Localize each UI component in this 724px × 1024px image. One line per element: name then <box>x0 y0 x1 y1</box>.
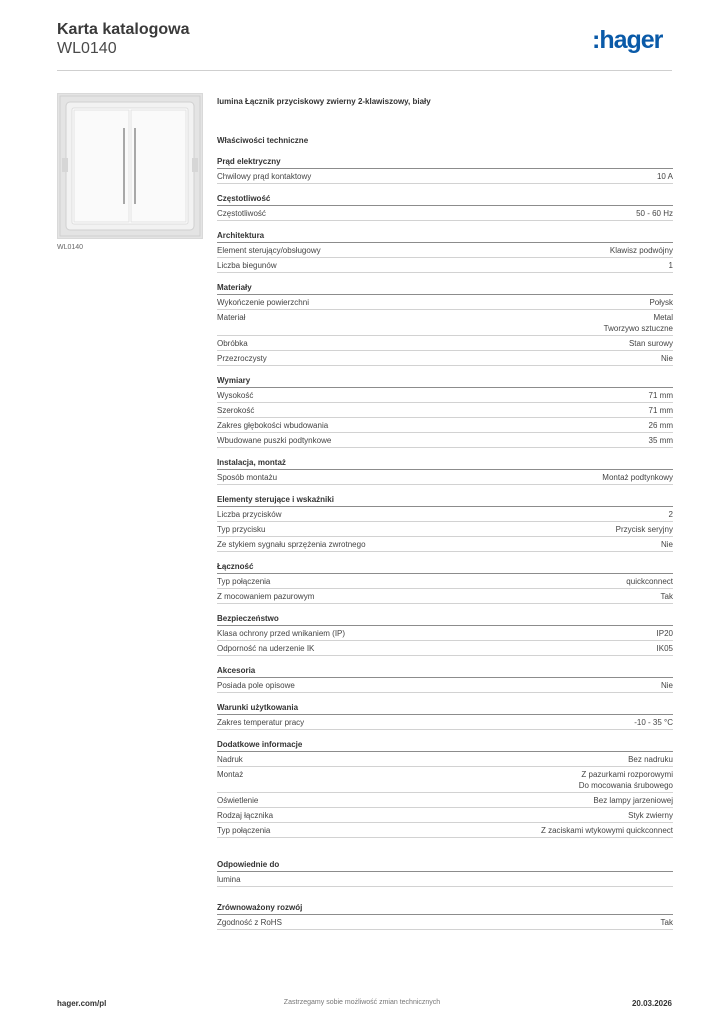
spec-row <box>217 537 673 552</box>
spec-value-line: Z pazurkami rozporowymi <box>581 770 673 779</box>
footer-date: 20.03.2026 <box>631 999 672 1008</box>
spec-value-line: Bez lampy jarzeniowej <box>593 796 673 805</box>
spec-row <box>217 388 673 403</box>
spec-value <box>649 297 673 308</box>
spec-label: Rodzaj łącznika <box>217 811 274 820</box>
spec-row <box>217 295 673 310</box>
spec-value-line: Stan surowy <box>628 339 673 348</box>
product-name: lumina Łącznik przyciskowy zwierny 2-klawiszowy, biały <box>217 97 431 106</box>
spec-value-line: Bez nadruku <box>628 755 673 764</box>
spec-label: Typ przycisku <box>217 525 266 534</box>
spec-value <box>579 769 673 791</box>
spec-row <box>217 626 673 641</box>
logo-text: :hager <box>592 26 663 54</box>
sustainability-title: Zrównoważony rozwój <box>217 893 673 915</box>
suitable-row <box>217 872 673 887</box>
spec-value-line: Montaż podtynkowy <box>602 473 673 482</box>
spec-row <box>217 574 673 589</box>
spec-row <box>217 403 673 418</box>
spec-row <box>217 433 673 448</box>
spec-value-line: Nie <box>660 540 673 549</box>
product-code: WL0140 <box>57 40 117 57</box>
spec-value <box>657 643 673 654</box>
spec-value-line: 71 mm <box>648 406 673 415</box>
spec-value-line: Nie <box>660 681 673 690</box>
spec-value-line: Metal <box>653 313 673 322</box>
spec-value <box>657 171 673 182</box>
spec-group-title: Łączność <box>217 552 673 574</box>
spec-label: Wysokość <box>217 391 254 400</box>
spec-row <box>217 418 673 433</box>
spec-value-line: Do mocowania śrubowego <box>578 781 673 790</box>
spec-label: Klasa ochrony przed wnikaniem (IP) <box>217 629 346 638</box>
spec-value <box>661 539 673 550</box>
spec-value <box>669 260 673 271</box>
spec-value <box>610 245 673 256</box>
spec-value <box>604 312 673 334</box>
sustainability-row <box>217 915 673 930</box>
spec-value <box>649 390 673 401</box>
product-image <box>57 93 203 239</box>
spec-value <box>669 509 673 520</box>
spec-value <box>628 810 673 821</box>
spec-group-title: Architektura <box>217 221 673 243</box>
image-caption: WL0140 <box>57 244 84 251</box>
spec-label: Sposób montażu <box>217 473 278 482</box>
spec-label: Element sterujący/obsługowy <box>217 246 321 255</box>
spec-label: Oświetlenie <box>217 796 259 805</box>
spec-group-title: Warunki użytkowania <box>217 693 673 715</box>
spec-row <box>217 793 673 808</box>
spec-row <box>217 258 673 273</box>
spec-label: Typ połączenia <box>217 577 271 586</box>
spec-row <box>217 351 673 366</box>
spec-label: Ze stykiem sygnału sprzężenia zwrotnego <box>217 540 366 549</box>
spec-value <box>626 576 673 587</box>
spec-label: Odporność na uderzenie IK <box>217 644 315 653</box>
spec-value <box>649 435 673 446</box>
spec-value-line: Klawisz podwójny <box>609 246 673 255</box>
spec-value <box>661 353 673 364</box>
spec-value <box>649 420 673 431</box>
spec-value-line: 2 <box>668 510 673 519</box>
spec-label: Obróbka <box>217 339 248 348</box>
spec-label: Liczba biegunów <box>217 261 277 270</box>
spec-label: Wbudowane puszki podtynkowe <box>217 436 332 445</box>
spec-value <box>661 680 673 691</box>
spec-group-title: Elementy sterujące i wskaźniki <box>217 485 673 507</box>
suitable-item: lumina <box>217 875 241 884</box>
spec-value-line: Przycisk seryjny <box>615 525 673 534</box>
spec-value-line: IK05 <box>656 644 673 653</box>
spec-row <box>217 715 673 730</box>
spec-value-line: Z zaciskami wtykowymi quickconnect <box>540 826 673 835</box>
spec-group-title: Instalacja, montaż <box>217 448 673 470</box>
spec-label: Typ połączenia <box>217 826 271 835</box>
spec-value-line: Nie <box>660 354 673 363</box>
spec-value-line: 71 mm <box>648 391 673 400</box>
spec-row <box>217 752 673 767</box>
spec-row <box>217 169 673 184</box>
spec-row <box>217 823 673 838</box>
spec-row <box>217 470 673 485</box>
spec-row <box>217 206 673 221</box>
spec-groups <box>217 147 673 838</box>
spec-value-line: 1 <box>668 261 673 270</box>
section-title: Właściwości techniczne <box>217 136 309 145</box>
spec-value <box>636 208 673 219</box>
spec-value <box>616 524 673 535</box>
spec-label: Chwilowy prąd kontaktowy <box>217 172 312 181</box>
spec-label: Zakres głębokości wbudowania <box>217 421 329 430</box>
spec-label: Posiada pole opisowe <box>217 681 295 690</box>
spec-value <box>634 717 673 728</box>
spec-label: Z mocowaniem pazurowym <box>217 592 315 601</box>
spec-label: Częstotliwość <box>217 209 266 218</box>
spec-group-title: Częstotliwość <box>217 184 673 206</box>
spec-row <box>217 522 673 537</box>
footer-website: hager.com/pl <box>57 999 107 1008</box>
spec-row <box>217 678 673 693</box>
spec-value-line: 35 mm <box>648 436 673 445</box>
spec-row <box>217 310 673 336</box>
spec-row <box>217 336 673 351</box>
spec-group-title: Bezpieczeństwo <box>217 604 673 626</box>
header-divider <box>57 70 672 71</box>
spec-value-line: Tworzywo sztuczne <box>603 324 673 333</box>
spec-label: Montaż <box>217 770 244 779</box>
spec-label: Zakres temperatur pracy <box>217 718 305 727</box>
spec-value: Tak <box>660 918 673 927</box>
spec-label: Materiał <box>217 313 246 322</box>
spec-value <box>657 628 673 639</box>
spec-label: Przezroczysty <box>217 354 267 363</box>
spec-label: Liczba przycisków <box>217 510 282 519</box>
spec-value <box>661 591 673 602</box>
spec-label: Nadruk <box>217 755 243 764</box>
footer-disclaimer: Zastrzegamy sobie możliwość zmian technicznych <box>283 999 441 1006</box>
spec-value-line: Tak <box>660 592 673 601</box>
spec-value-line: Styk zwierny <box>628 811 673 820</box>
hager-logo <box>592 26 682 56</box>
spec-row <box>217 641 673 656</box>
spec-row <box>217 507 673 522</box>
spec-value <box>541 825 673 836</box>
switch-illustration <box>58 94 202 238</box>
suitable-title: Odpowiednie do <box>217 850 673 872</box>
spec-value-line: 10 A <box>656 172 673 181</box>
spec-group-title: Akcesoria <box>217 656 673 678</box>
spec-value-line: Połysk <box>649 298 673 307</box>
spec-group-title: Materiały <box>217 273 673 295</box>
spec-row <box>217 808 673 823</box>
spec-value <box>602 472 673 483</box>
spec-row <box>217 243 673 258</box>
spec-value-line: -10 - 35 °C <box>634 718 673 727</box>
spec-label: Wykończenie powierzchni <box>217 298 309 307</box>
spec-label: Szerokość <box>217 406 255 415</box>
spec-row <box>217 589 673 604</box>
spec-group-title: Wymiary <box>217 366 673 388</box>
document-header <box>57 20 189 58</box>
spec-group-title: Dodatkowe informacje <box>217 730 673 752</box>
spec-value-line: IP20 <box>656 629 673 638</box>
spec-value-line: 50 - 60 Hz <box>636 209 673 218</box>
spec-label: Zgodność z RoHS <box>217 918 282 927</box>
spec-value-line: 26 mm <box>648 421 673 430</box>
spec-value <box>629 338 673 349</box>
spec-row <box>217 767 673 793</box>
document-title: Karta katalogowa <box>57 21 190 38</box>
spec-value-line: quickconnect <box>626 577 673 586</box>
spec-value <box>628 754 673 765</box>
spec-value <box>649 405 673 416</box>
spec-group-title: Prąd elektryczny <box>217 147 673 169</box>
spec-value <box>593 795 673 806</box>
spec-content <box>217 96 673 930</box>
